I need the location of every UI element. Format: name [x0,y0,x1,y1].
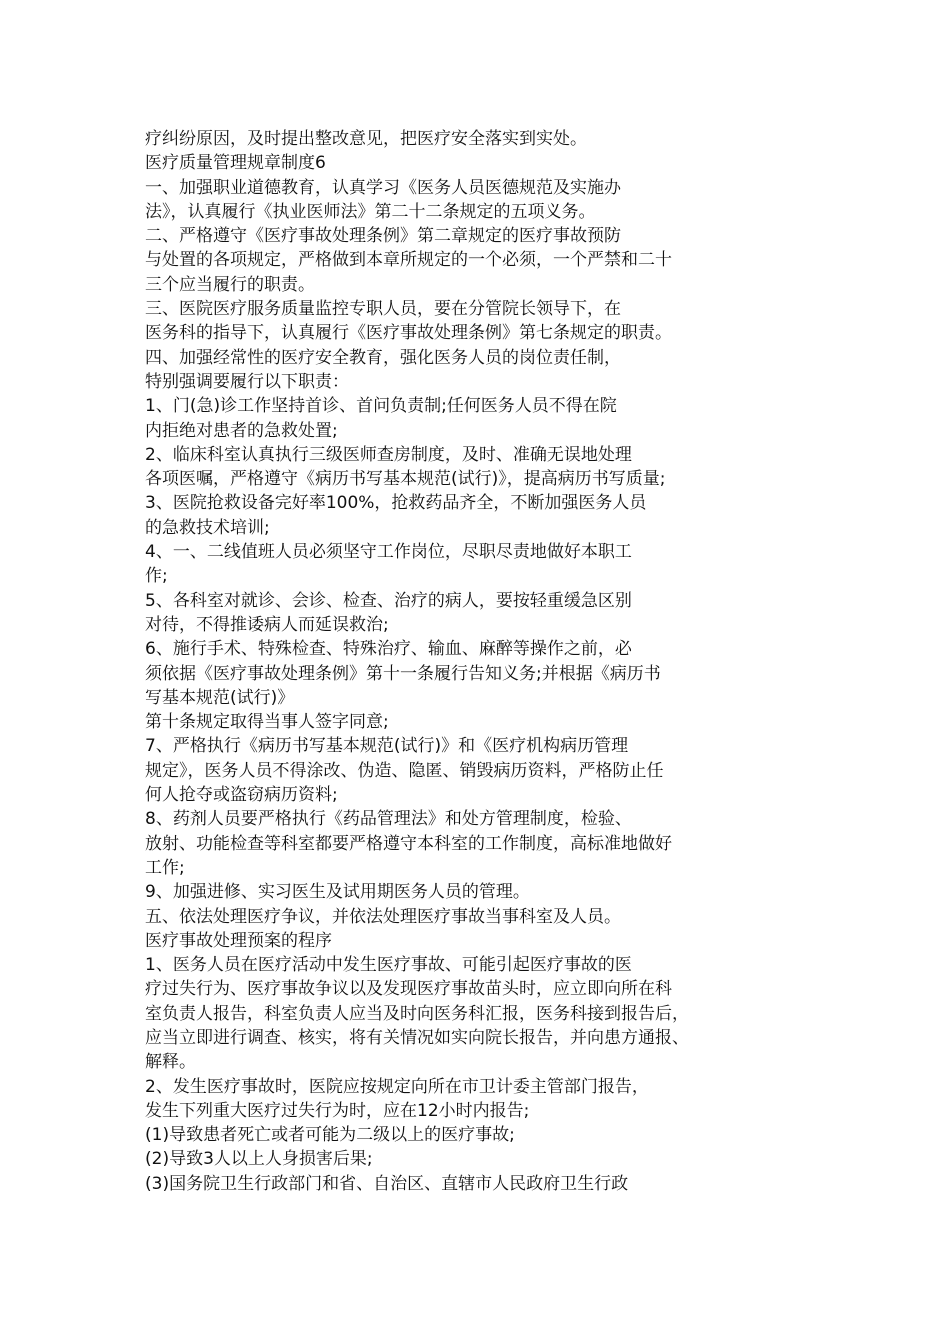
text-line: 3、医院抢救设备完好率100%，抢救药品齐全，不断加强医务人员 [145,493,647,514]
text-line: 一、加强职业道德教育，认真学习《医务人员医德规范及实施办 [145,177,621,198]
text-line: 医疗事故处理预案的程序 [145,930,332,951]
text-line: 作; [145,566,168,587]
text-line: 6、施行手术、特殊检查、特殊治疗、输血、麻醉等操作之前，必 [145,639,632,660]
text-line: 1、医务人员在医疗活动中发生医疗事故、可能引起医疗事故的医 [145,955,632,976]
text-line: 各项医嘱，严格遵守《病历书写基本规范(试行)》，提高病历书写质量; [145,469,666,490]
text-line: 1、门(急)诊工作坚持首诊、首问负责制;任何医务人员不得在院 [145,396,617,417]
text-line: 的急救技术培训; [145,517,270,538]
text-line: 医务科的指导下，认真履行《医疗事故处理条例》第七条规定的职责。 [145,323,672,344]
text-line: 对待，不得推诿病人而延误救治; [145,614,389,635]
text-line: 规定》，医务人员不得涂改、伪造、隐匿、销毁病历资料，严格防止任 [145,760,664,781]
text-line: 8、药剂人员要严格执行《药品管理法》和处方管理制度，检验、 [145,809,632,830]
text-line: 二、严格遵守《医疗事故处理条例》第二章规定的医疗事故预防 [145,226,621,247]
text-line: 5、各科室对就诊、会诊、检查、治疗的病人，要按轻重缓急区别 [145,590,632,611]
text-line: 四、加强经常性的医疗安全教育，强化医务人员的岗位责任制， [145,347,621,368]
text-line: 室负责人报告，科室负责人应当及时向医务科汇报，医务科接到报告后， [145,1003,689,1024]
text-line: 三、医院医疗服务质量监控专职人员，要在分管院长领导下，在 [145,299,621,320]
text-line: 须依据《医疗事故处理条例》第十一条履行告知义务;并根据《病历书 [145,663,661,684]
text-line: 何人抢夺或盗窃病历资料; [145,785,338,806]
text-line: 与处置的各项规定，严格做到本章所规定的一个必须，一个严禁和二十 [145,250,672,271]
text-line: 疗过失行为、医疗事故争议以及发现医疗事故苗头时，应立即向所在科 [145,979,672,1000]
text-line: 法》，认真履行《执业医师法》第二十二条规定的五项义务。 [145,201,596,222]
text-line: 写基本规范(试行)》 [145,687,295,708]
text-line: 第十条规定取得当事人签字同意; [145,712,389,733]
text-line: 解释。 [145,1052,196,1073]
text-line: 三个应当履行的职责。 [145,274,315,295]
text-line: 7、严格执行《病历书写基本规范(试行)》和《医疗机构病历管理 [145,736,629,757]
text-line: 2、发生医疗事故时，医院应按规定向所在市卫计委主管部门报告， [145,1076,649,1097]
text-line: 4、一、二线值班人员必须坚守工作岗位，尽职尽责地做好本职工 [145,542,632,563]
text-line: 特别强调要履行以下职责： [145,371,349,392]
text-line: 放射、功能检查等科室都要严格遵守本科室的工作制度，高标准地做好 [145,833,672,854]
text-line: (2)导致3人以上人身损害后果; [145,1149,373,1170]
document-body [145,127,785,1196]
text-line: 疗纠纷原因，及时提出整改意见，把医疗安全落实到实处。 [145,129,587,149]
text-line: (1)导致患者死亡或者可能为二级以上的医疗事故; [145,1125,515,1146]
text-line: 内拒绝对患者的急救处置; [145,420,338,441]
text-line: 9、加强进修、实习医生及试用期医务人员的管理。 [145,882,530,903]
text-line: 五、依法处理医疗争议，并依法处理医疗事故当事科室及人员。 [145,906,621,927]
text-line: 医疗质量管理规章制度6 [145,153,326,174]
text-line: 2、临床科室认真执行三级医师查房制度，及时、准确无误地处理 [145,444,632,465]
text-line: 应当立即进行调查、核实，将有关情况如实向院长报告，并向患方通报、 [145,1027,689,1048]
text-line: (3)国务院卫生行政部门和省、自治区、直辖市人民政府卫生行政 [145,1173,629,1194]
text-line: 工作; [145,857,185,878]
text-line: 发生下列重大医疗过失行为时，应在12小时内报告; [145,1100,530,1121]
